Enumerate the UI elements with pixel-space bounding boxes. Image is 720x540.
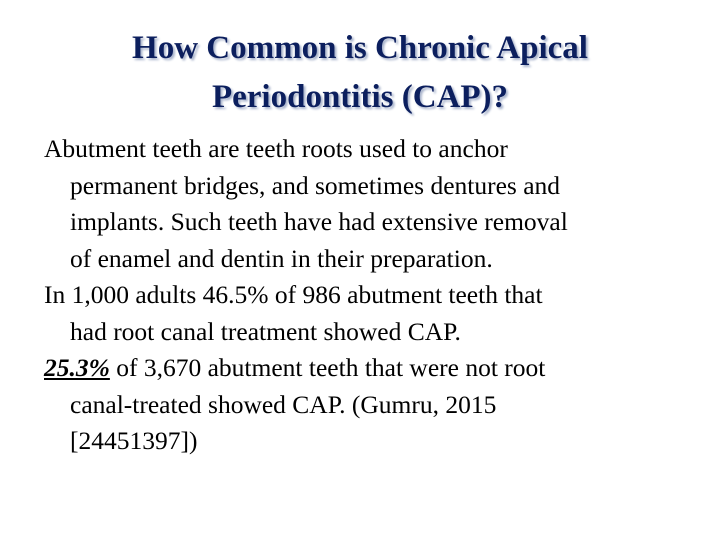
text-segment: of 3,670 abutment teeth that were not root xyxy=(109,353,546,382)
paragraph-abutment-definition xyxy=(44,131,704,277)
slide-title xyxy=(0,24,720,122)
text-line: of enamel and dentin in their preparation. xyxy=(70,243,493,273)
emphasized-percentage: 25.3% xyxy=(44,353,110,382)
text-line: In 1,000 adults 46.5% of 986 abutment teeth that xyxy=(44,280,543,309)
citation-line: [24451397]) xyxy=(70,426,198,455)
text-line: had root canal treatment showed CAP. xyxy=(70,316,461,346)
title-line-2: Periodontitis (CAP)? xyxy=(211,79,509,115)
text-line: Abutment teeth are teeth roots used to anchor xyxy=(44,134,508,163)
text-line: permanent bridges, and sometimes dentures and xyxy=(70,170,561,200)
text-line: implants. Such teeth have had extensive removal xyxy=(70,207,568,236)
paragraph-treated-stat xyxy=(44,277,704,350)
title-line-1: How Common is Chronic Apical xyxy=(132,30,588,66)
slide-body xyxy=(44,131,704,460)
text-line: canal-treated showed CAP. (Gumru, 2015 xyxy=(70,389,497,419)
text-line xyxy=(44,350,704,387)
paragraph-untreated-stat xyxy=(44,350,704,460)
